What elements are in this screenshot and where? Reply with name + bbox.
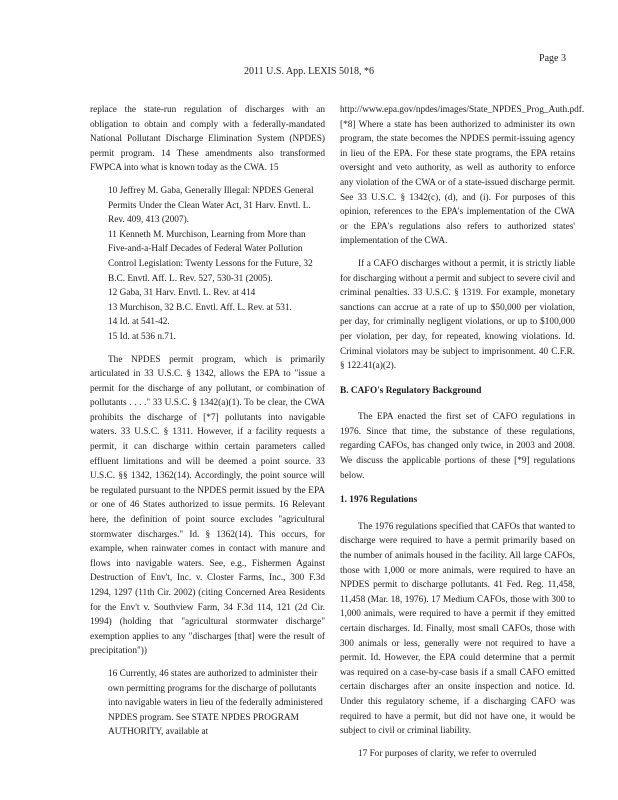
epa-regulations-paragraph: The EPA enacted the first set of CAFO regulations in 1976. Since that time, the substance of these regulations, regarding CAFOs, has changed only twice, in 2003 and 2008. We discuss the applicable portions of these [*9] regulations below. xyxy=(340,412,575,481)
page-number: Page 3 xyxy=(539,53,566,64)
right-column xyxy=(340,103,585,761)
intro-paragraph: replace the state-run regulation of discharges with an obligation to obtain and comply with a federally-mandated National Pollutant Discharge Elimination System (NPDES) permit program. 14 These amendments also transformed FWPCA into what is known today as the CWA. 15 xyxy=(90,105,325,174)
footnote-12: 12 Gaba, 31 Harv. Envtl. L. Rev. at 414 xyxy=(108,288,256,299)
running-head-citation: 2011 U.S. App. LEXIS 5018, *6 xyxy=(244,66,374,77)
footnote-13: 13 Murchison, 32 B.C. Envtl. Aff. L. Rev. at 531. xyxy=(108,302,292,313)
section-b-heading: B. CAFO's Regulatory Background xyxy=(340,385,482,396)
footnote-16-continued: http://www.epa.gov/npdes/images/State_NPDES_Prog_Auth.pdf. [*8] Where a state has been authorized to administer its own program, the state becomes the NPDES permit-issuing agency in lieu of the EPA. For these state programs, the EPA retains oversight and veto authority, as well as authority to enforce any violation of the CWA or of a state-issued discharge permit. See 33 U.S.C. § 1342(c), (d), and (i). For purposes of this opinion, references to the EPA's implementation of the CWA or the EPA's regulations also refers to authorized states' implementation of the CWA. xyxy=(340,105,585,247)
footnote-14: 14 Id. at 541-42. xyxy=(108,317,170,328)
left-column xyxy=(90,103,325,740)
npdes-paragraph: The NPDES permit program, which is primarily articulated in 33 U.S.C. § 1342, allows the EPA to "issue a permit for the discharge of any pollutant, or combination of pollutants . . . ." 33 U.S.C. § 1342(a)(1). To be clear, the CWA prohibits the discharge of [*7] pollutants into navigable waters. 33 U.S.C. § 1311. However, if a facility requests a permit, it can discharge within certain parameters called effluent limitations and will be deemed a point source. 33 U.S.C. §§ 1342, 1362(14). Accordingly, the point source will be regulated pursuant to the NPDES permit issued by the EPA or one of 46 States authorized to issue permits. 16 Relevant here, the definition of point source excludes "agricultural stormwater discharges." Id. § 1362(14). This occurs, for example, when rainwater comes in contact with manure and flows into navigable waters. See, e.g., Fishermen Against Destruction of Env't, Inc. v. Closter Farms, Inc., 300 F.3d 1294, 1297 (11th Cir. 2002) (citing Concerned Area Residents for the Env't v. Southview Farm, 34 F.3d 114, 121 (2d Cir. 1994) (holding that "agricultural stormwater discharge" exemption applies to any "discharges [that] were the result of precipitation")) xyxy=(90,354,325,657)
footnote-15: 15 Id. at 536 n.71. xyxy=(108,331,176,342)
section-1-heading: 1. 1976 Regulations xyxy=(340,495,418,506)
footnote-11: 11 Kenneth M. Murchison, Learning from More than Five-and-a-Half Decades of Federal Water Pollution Control Legislation: Twenty Lessons for the Future, 32 B.C. Envtl. Aff. L. Rev. 527, 530-31 (2005). xyxy=(108,229,313,284)
1976-regulations-paragraph: The 1976 regulations specified that CAFOs that wanted to discharge were required to have a permit primarily based on the number of animals housed in the facility. All large CAFOs, those with 1,000 or more animals, were required to have an NPDES permit to discharge pollutants. 41 Fed. Reg. 11,458, 11,458 (Mar. 18, 1976). 17 Medium CAFOs, those with 300 to 1,000 animals, were required to have a permit if they emitted certain discharges. Id. Finally, most small CAFOs, those with 300 animals or less, generally were not required to have a permit. Id. However, the EPA could determine that a permit was required on a case-by-case basis if a small CAFO emitted certain discharges after an onsite inspection and notice. Id. Under this regulatory scheme, if a discharging CAFO was required to have a permit, but did not have one, it would be subject to civil or criminal liability. xyxy=(340,521,575,737)
footnote-17: 17 For purposes of clarity, we refer to overruled xyxy=(358,748,537,759)
footnotes-block xyxy=(90,184,325,345)
cafo-liability-paragraph: If a CAFO discharges without a permit, it is strictly liable for discharging without a permit and subject to severe civil and criminal penalties. 33 U.S.C. § 1319. For example, monetary sanctions can accrue at a rate of up to $50,000 per violation, per day, for criminally negligent violations, or up to $100,000 per violation, per day, for repeated, knowing violations. Id. Criminal violators may be subject to imprisonment. 40 C.F.R. § 122.41(a)(2). xyxy=(340,258,575,372)
footnote-10: 10 Jeffrey M. Gaba, Generally Illegal: NPDES General Permits Under the Clean Water Act, 31 Harv. Envtl. L. Rev. 409, 413 (2007). xyxy=(108,185,314,226)
footnote-16: 16 Currently, 46 states are authorized to administer their own permitting programs for the discharge of pollutants into navigable waters in lieu of the federally administered NPDES program. See STATE NPDES PROGRAM AUTHORITY, available at xyxy=(108,668,323,738)
